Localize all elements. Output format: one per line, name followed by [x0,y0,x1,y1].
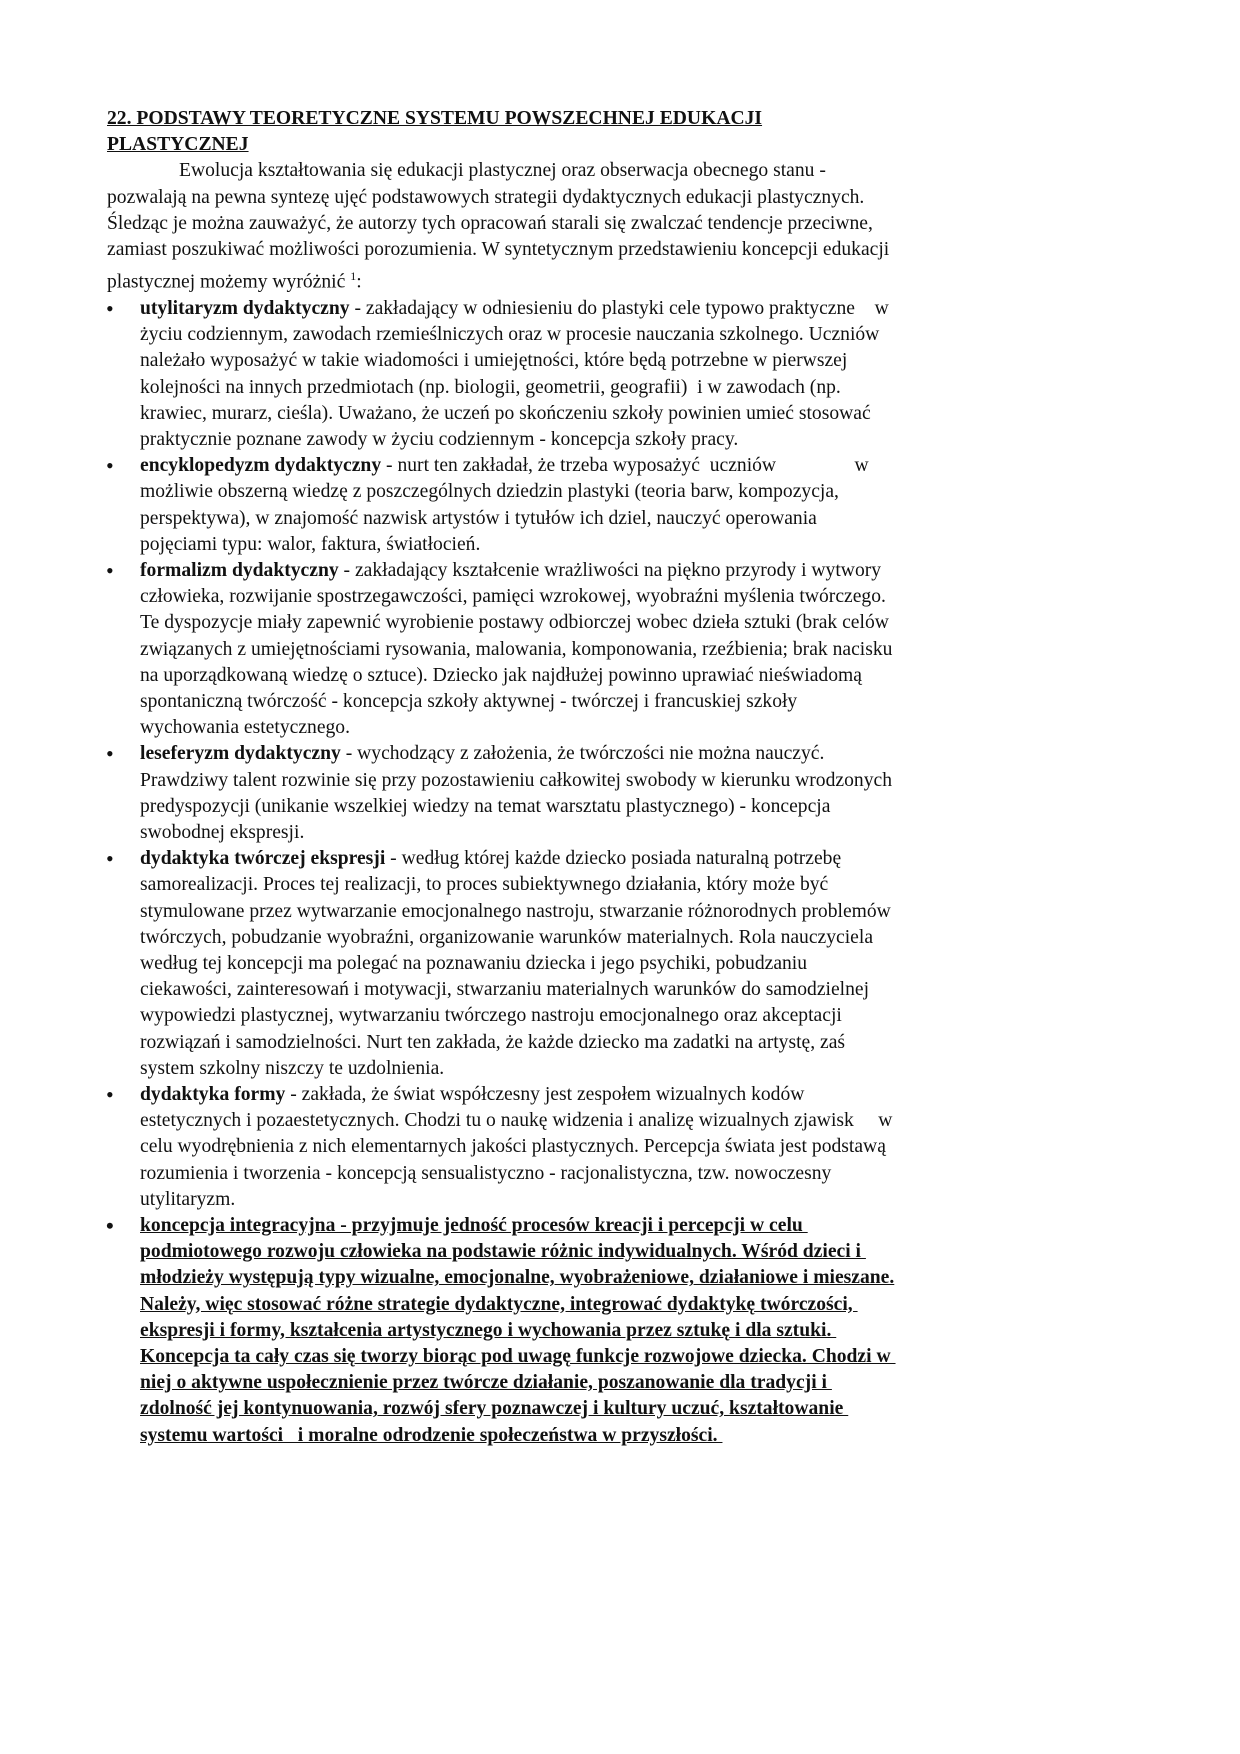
bullet-icon: • [106,557,114,583]
bullet-icon: • [106,1213,114,1239]
title-line: 22. PODSTAWY TEORETYCZNE SYSTEMU POWSZECHNEJ EDUKACJI [107,108,763,129]
item-line: pojęciami typu: walor, faktura, światłocień. [140,533,481,555]
title-line: PLASTYCZNEJ [107,134,249,156]
item-line [140,453,1107,479]
list-item [107,846,1107,1082]
item-line: niej o aktywne uspołecznienie przez twórcze działanie, poszanowanie dla tradycji i [140,1372,832,1394]
list-item [107,741,1107,846]
item-line: twórczych, pobudzanie wyobraźni, organizowanie warunków materialnych. Rola nauczyciela [140,926,874,948]
document-page [107,106,1107,1449]
item-line: według tej koncepcji ma polegać na poznawaniu dziecka i jego psychiki, pobudzaniu [140,953,808,975]
item-line: Należy, więc stosować różne strategie dydaktyczne, integrować dydaktykę twórczości, [140,1293,858,1315]
item-line: krawiec, murarz, cieśla). Uważano, że uczeń po skończeniu szkoły powinien umieć stosować [140,402,871,424]
item-line [140,296,1107,322]
item-line [140,741,1107,767]
item-line: kolejności na innych przedmiotach (np. biologii, geometrii, geografii) i w zawodach (np. [140,376,841,398]
item-line [140,558,1107,584]
footnote-mark[interactable]: 1 [350,269,357,284]
bullet-icon: • [106,846,114,872]
intro-end: : [356,271,362,293]
intro-paragraph [107,158,1107,296]
list-item [107,1082,1107,1213]
list-item-integration [107,1213,1107,1449]
item-line: zdolność jej kontynuowania, rozwój sfery poznawczej i kultury uczuć, kształtowanie [140,1398,849,1420]
item-line: ciekawości, zainteresowań i motywacji, stwarzaniu materialnych warunków do samodzielnej [140,979,870,1001]
item-text: - zakłada, że świat współczesny jest zespołem wizualnych kodów [285,1084,805,1106]
item-line: system szkolny niszczy te uzdolnienia. [140,1057,445,1079]
item-term: dydaktyka twórczej ekspresji [140,848,386,870]
item-line: na uporządkowaną wiedzę o sztuce). Dziecko jak najdłużej powinno uprawiać nieświadomą [140,664,862,686]
item-line: spontaniczną twórczość - koncepcja szkoły aktywnej - twórczej i francuskiej szkoły [140,691,798,712]
intro-line [107,263,1107,296]
item-line: utylitaryzm. [140,1188,236,1210]
item-line: estetycznych i pozaestetycznych. Chodzi tu o naukę widzenia i analizę wizualnych zjawisk w [140,1110,893,1132]
intro-line: pozwalają na pewna syntezę ujęć podstawowych strategii dydaktycznych edukacji plastycznych. [107,186,865,208]
item-line: człowieka, rozwijanie spostrzegawczości, pamięci wzrokowej, wyobraźni myślenia twórczego. [140,586,886,608]
item-line: perspektywa), w znajomość nazwisk artystów i tytułów ich dziel, nauczyć operowania [140,507,817,529]
bullet-icon: • [106,741,114,767]
item-line: młodzieży występują typy wizualne, emocjonalne, wyobrażeniowe, działaniowe i mieszane. [140,1267,895,1289]
item-line: podmiotowego rozwoju człowieka na podstawie różnic indywidualnych. Wśród dzieci i [140,1241,866,1263]
list-item [107,296,1107,453]
item-line: wychowania estetycznego. [140,717,351,739]
item-line: Koncepcja ta cały czas się tworzy biorąc pod uwagę funkcje rozwojowe dziecka. Chodzi w [140,1346,896,1368]
item-line: należało wyposażyć w takie wiadomości i umiejętności, które będą potrzebne w pierwszej [140,350,848,372]
item-line: Prawdziwy talent rozwinie się przy pozostawieniu całkowitej swobody w kierunku wrodzonych [140,769,892,791]
item-line: koncepcja integracyjna - przyjmuje jedność procesów kreacji i percepcji w celu [140,1215,808,1237]
item-text: - wychodzący z założenia, że twórczości nie można nauczyć. [340,743,825,765]
item-line: wypowiedzi plastycznej, wytwarzaniu twórczego nastroju emocjonalnego oraz akceptacji [140,1005,842,1027]
item-line: samorealizacji. Proces tej realizacji, to proces subiektywnego działania, który może być [140,874,829,896]
list-item [107,558,1107,741]
item-text: - zakładający w odniesieniu do plastyki cele typowo praktyczne w [349,297,889,319]
item-line: praktycznie poznane zawody w życiu codziennym - koncepcja szkoły pracy. [140,428,739,450]
item-line [140,846,1107,872]
item-line: Te dyspozycje miały zapewnić wyrobienie postawy odbiorczej wobec dzieła sztuki (brak celów [140,612,889,634]
item-line: możliwie obszerną wiedzę z poszczególnych dziedzin plastyki (teoria barw, kompozycja, [140,481,839,503]
item-term: dydaktyka formy [140,1084,286,1106]
item-term: formalizm dydaktyczny [140,559,339,581]
bullet-icon: • [106,1082,114,1108]
item-line: predyspozycji (unikanie wszelkiej wiedzy na temat warsztatu plastycznego) - koncepcja [140,795,831,817]
item-line: życiu codziennym, zawodach rzemieślniczych oraz w procesie nauczania szkolnego. Uczniów [140,324,880,346]
item-line: rozumienia i tworzenia - koncepcją sensualistyczno - racjonalistyczna, tzw. nowoczesny [140,1162,832,1184]
item-line: stymulowane przez wytwarzanie emocjonalnego nastroju, stwarzanie różnorodnych problemów [140,900,891,922]
concept-list [107,296,1107,1449]
bullet-icon: • [106,295,114,321]
item-line: swobodnej ekspresji. [140,822,305,844]
item-line: rozwiązań i samodzielności. Nurt ten zakłada, że każde dziecko ma zadatki na artystę, zaś [140,1031,846,1053]
item-line: celu wyodrębnienia z nich elementarnych jakości plastycznych. Percepcja świata jest podstawą [140,1136,886,1158]
item-text: - według której każde dziecko posiada naturalną potrzebę [385,848,842,870]
item-term: leseferyzm dydaktyczny [140,743,341,765]
document-title [107,106,1107,158]
item-line: systemu wartości i moralne odrodzenie społeczeństwa w przyszłości. [140,1424,723,1446]
item-line [140,1082,1107,1108]
list-item [107,453,1107,558]
item-text: - zakładający kształcenie wrażliwości na piękno przyrody i wytwory [338,559,882,581]
bullet-icon: • [106,453,114,479]
intro-text: plastycznej możemy wyróżnić [107,271,351,293]
item-line: ekspresji i formy, kształcenia artystycznego i wychowania przez sztukę i dla sztuki. [140,1319,837,1341]
item-term: encyklopedyzm dydaktyczny [140,455,382,477]
item-line: związanych z umiejętnościami rysowania, malowania, komponowania, rzeźbienia; brak nacisku [140,638,893,660]
intro-line: Ewolucja kształtowania się edukacji plastycznej oraz obserwacja obecnego stanu - [179,160,826,182]
item-term: utylitaryzm dydaktyczny [140,297,350,319]
intro-line: Śledząc je można zauważyć, że autorzy tych opracowań starali się zwalczać tendencje przeciwne, [107,212,873,234]
item-text: - nurt ten zakładał, że trzeba wyposażyć uczniów w [381,455,869,477]
intro-line: zamiast poszukiwać możliwości porozumienia. W syntetycznym przedstawieniu koncepcji edukacji [107,239,890,261]
